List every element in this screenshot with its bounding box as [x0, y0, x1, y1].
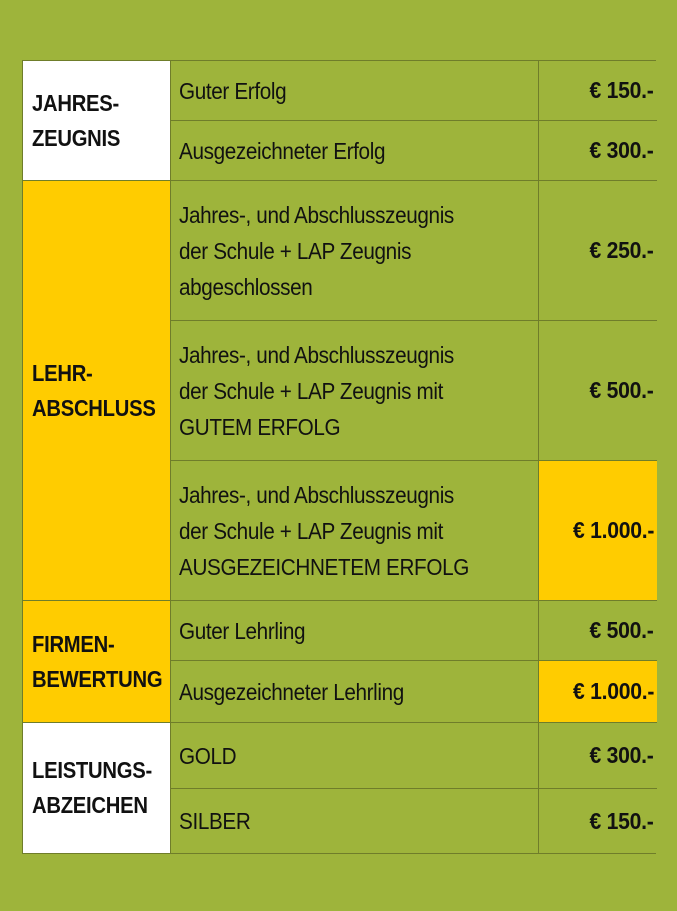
row-price-text: € 500.- [590, 377, 654, 403]
row-price [539, 321, 657, 461]
row-description-text: Guter Erfolg [179, 77, 287, 104]
row-price [539, 723, 657, 789]
row-price [539, 789, 657, 853]
category-label: LEISTUNGS- ABZEICHEN [32, 757, 152, 818]
row-description-text: SILBER [179, 808, 251, 834]
row-description [171, 61, 539, 121]
category-label: LEHR- ABSCHLUSS [32, 359, 156, 421]
row-description-text: Jahres-, und Abschlusszeugnis der Schule + LAP Zeugnis abgeschlossen [179, 201, 454, 300]
row-description-text: Ausgezeichneter Erfolg [179, 137, 386, 164]
row-price-text: € 250.- [590, 237, 654, 263]
row-price [539, 61, 657, 121]
row-description [171, 661, 539, 723]
row-description-text: Jahres-, und Abschlusszeugnis der Schule + LAP Zeugnis mit GUTEM ERFOLG [179, 341, 454, 440]
row-price-text: € 300.- [590, 137, 654, 163]
category-lehrabschluss [23, 181, 171, 601]
row-price-text: € 300.- [590, 742, 654, 768]
row-description [171, 121, 539, 181]
row-description [171, 723, 539, 789]
category-firmenbewertung [23, 601, 171, 723]
row-description-text: Guter Lehrling [179, 617, 306, 644]
row-price [539, 181, 657, 321]
row-price-text: € 150.- [590, 807, 654, 834]
row-description-text: Jahres-, und Abschlusszeugnis der Schule + LAP Zeugnis mit AUSGEZEICHNETEM ERFOLG [179, 481, 469, 580]
row-description [171, 461, 539, 601]
row-price-text: € 1.000.- [572, 678, 654, 704]
row-price-text: € 500.- [590, 617, 654, 643]
row-price-highlighted [539, 461, 657, 601]
row-description-text: Ausgezeichneter Lehrling [179, 678, 404, 705]
row-price [539, 601, 657, 661]
row-price-text: € 1.000.- [572, 517, 654, 543]
row-price-text: € 150.- [590, 77, 654, 103]
row-description [171, 321, 539, 461]
row-price [539, 121, 657, 181]
row-description [171, 789, 539, 853]
row-description-text: GOLD [179, 742, 237, 769]
row-description [171, 601, 539, 661]
category-leistungsabzeichen [23, 723, 171, 853]
category-label: FIRMEN- BEWERTUNG [32, 630, 163, 692]
row-description [171, 181, 539, 321]
category-jahreszeugnis [23, 61, 171, 181]
category-label: JAHRES- ZEUGNIS [32, 89, 121, 151]
row-price-highlighted [539, 661, 657, 723]
reward-table [22, 60, 656, 854]
